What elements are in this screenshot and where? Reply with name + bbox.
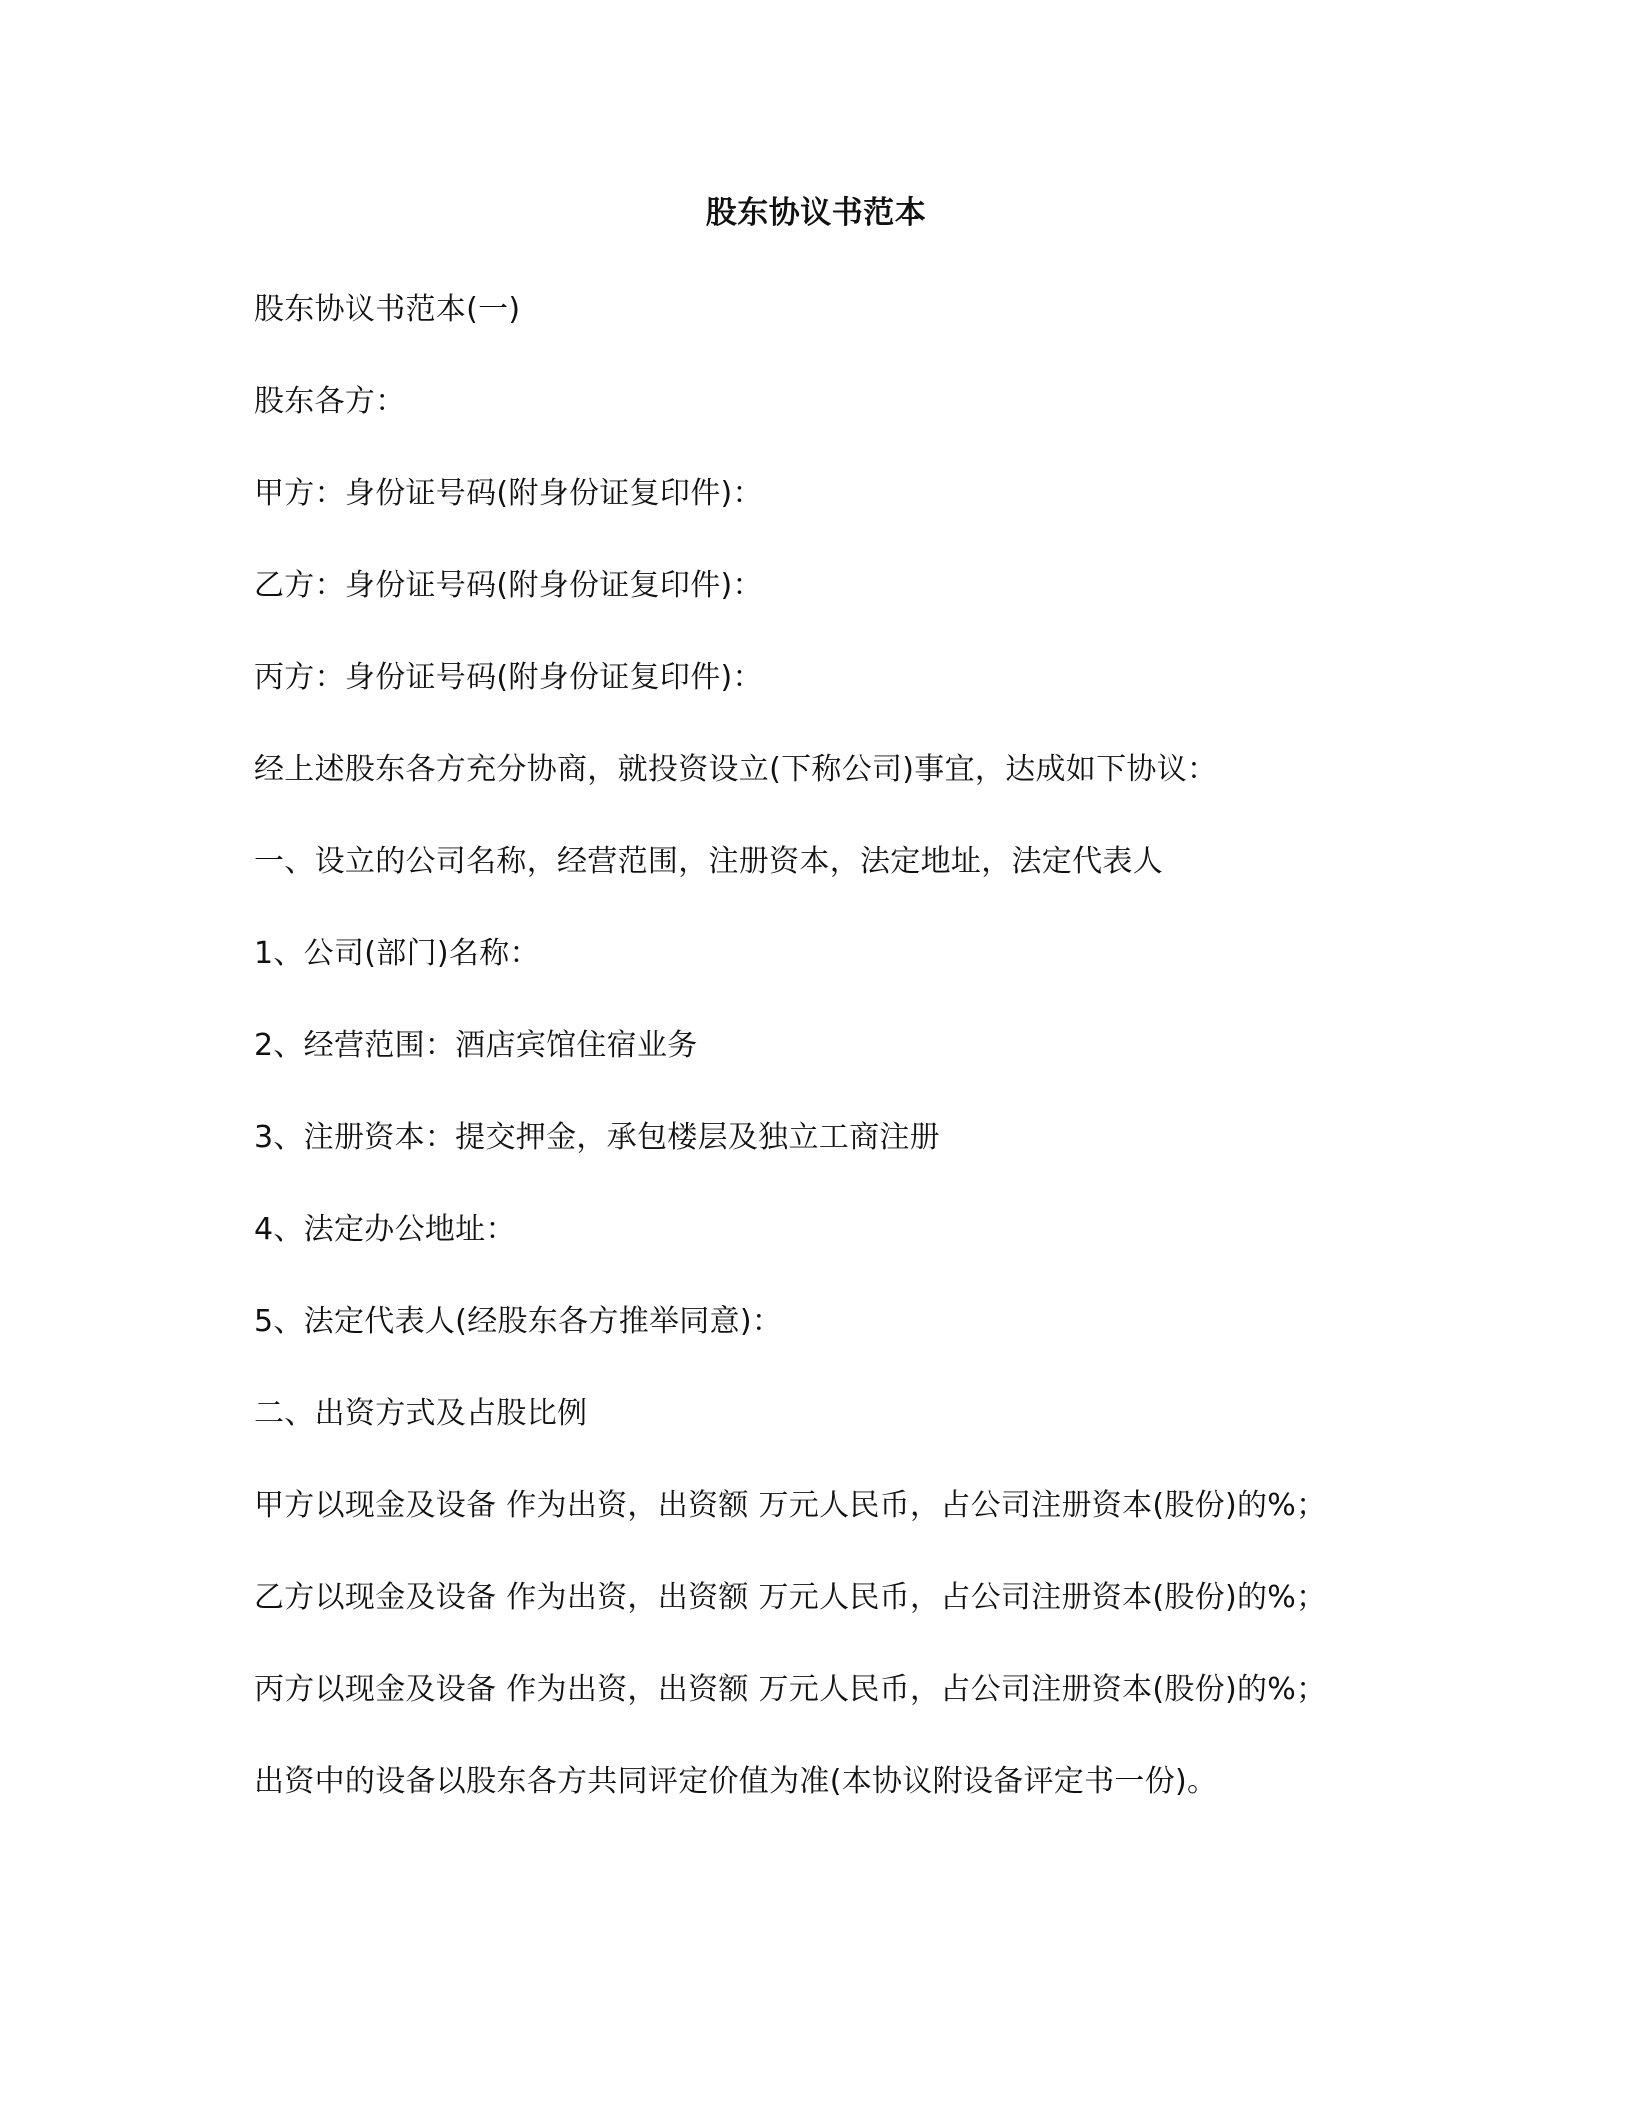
party-b-contribution: 乙方以现金及设备 作为出资，出资额 万元人民币，占公司注册资本(股份)的%； [254, 1580, 1327, 1615]
section-1-heading: 一、设立的公司名称，经营范围，注册资本，法定地址，法定代表人 [254, 844, 1163, 879]
document-body [254, 290, 1454, 1854]
item-registered-capital: 3、注册资本：提交押金，承包楼层及独立工商注册 [254, 1120, 940, 1155]
agreement-intro: 经上述股东各方充分协商，就投资设立(下称公司)事宜，达成如下协议： [254, 752, 1218, 787]
party-a-contribution: 甲方以现金及设备 作为出资，出资额 万元人民币，占公司注册资本(股份)的%； [254, 1488, 1327, 1523]
party-b-line: 乙方：身份证号码(附身份证复印件)： [254, 568, 763, 603]
party-c-line: 丙方：身份证号码(附身份证复印件)： [254, 660, 763, 695]
parties-heading: 股东各方： [254, 384, 406, 419]
subtitle: 股东协议书范本(一) [254, 292, 521, 327]
equipment-valuation-note: 出资中的设备以股东各方共同评定价值为准(本协议附设备评定书一份)。 [254, 1764, 1218, 1799]
item-business-scope: 2、经营范围：酒店宾馆住宿业务 [254, 1028, 698, 1063]
item-office-address: 4、法定办公地址： [254, 1212, 516, 1247]
party-c-contribution: 丙方以现金及设备 作为出资，出资额 万元人民币，占公司注册资本(股份)的%； [254, 1672, 1327, 1707]
document-title: 股东协议书范本 [705, 195, 927, 231]
party-a-line: 甲方：身份证号码(附身份证复印件)： [254, 476, 763, 511]
item-legal-representative: 5、法定代表人(经股东各方推举同意)： [254, 1304, 783, 1339]
section-2-heading: 二、出资方式及占股比例 [254, 1396, 588, 1431]
item-company-name: 1、公司(部门)名称： [254, 936, 540, 971]
